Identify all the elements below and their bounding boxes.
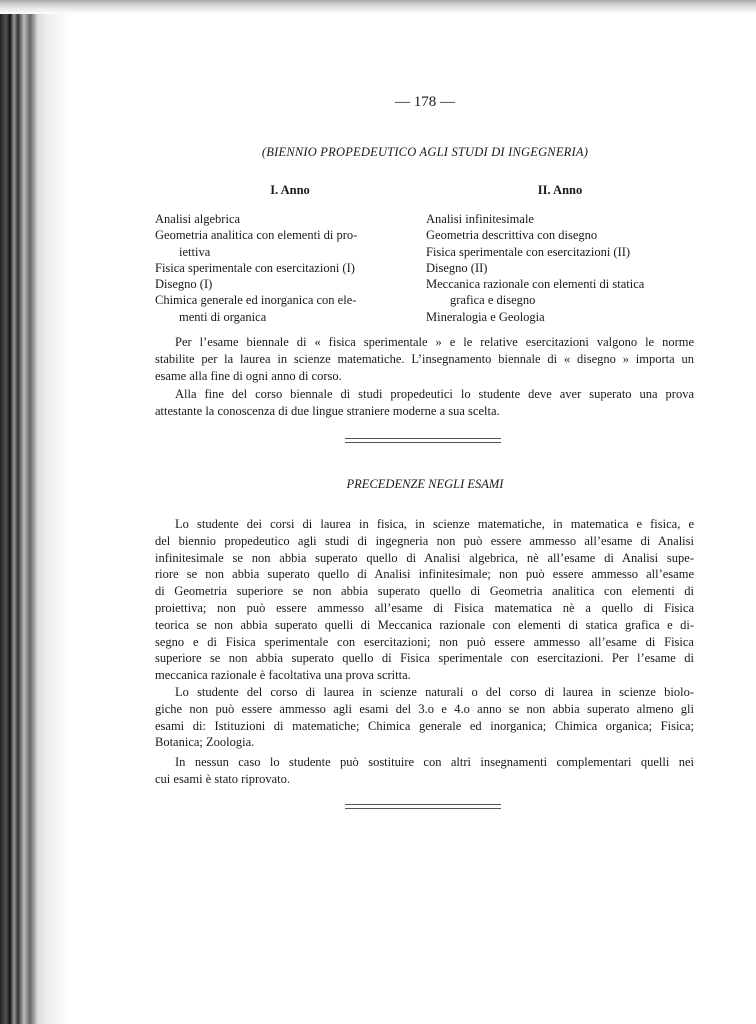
course-item: Disegno (II) (426, 260, 488, 275)
text-line: Lo studente del corso di laurea in scienze naturali o del corso di laurea in scienze biolo- (175, 685, 694, 699)
text-line: esame alla fine di ogni anno di corso. (155, 368, 342, 383)
section-divider (345, 438, 501, 443)
notes-paragraph-2 (155, 386, 694, 420)
scan-top-edge (0, 0, 756, 14)
text-line: infinitesimale se non abbia superato quello di Analisi algebrica, nè all’esame di Analisi supe- (155, 550, 694, 565)
text-line: Botanica; Zoologia. (155, 735, 255, 750)
precedenze-title: PRECEDENZE NEGLI ESAMI (346, 477, 504, 491)
precedenze-paragraph-2 (155, 684, 694, 751)
text-line: teorica se non abbia superato quelli di Meccanica razionale con elementi di statica grafica e di- (155, 617, 694, 632)
text-line: Lo studente dei corsi di laurea in fisica, in scienze matematiche, in matematica e fisica, e (175, 517, 694, 531)
course-item: Geometria descrittiva con disegno (426, 228, 598, 243)
year1-course-list (155, 211, 357, 325)
text-line: segno e di Fisica sperimentale con esercitazioni; non può essere ammesso all’esame di Fisica (155, 634, 694, 649)
text-line: Alla fine del corso biennale di studi propedeutici lo studente deve aver superato una prova (175, 387, 694, 401)
precedenze-paragraph-1 (155, 516, 694, 684)
precedenze-paragraph-3 (155, 754, 694, 788)
notes-paragraph-1 (155, 334, 694, 384)
course-item: Mineralogia e Geologia (426, 309, 545, 324)
course-item: Meccanica razionale con elementi di statica (426, 277, 645, 292)
course-item: menti di organica (179, 309, 267, 324)
year2-course-list (426, 211, 644, 325)
text-line: cui esami è stato riprovato. (155, 771, 291, 786)
course-item: iettiva (179, 244, 211, 259)
text-line: meccanica razionale è facoltativa una prova scritta. (155, 668, 411, 683)
course-item: Geometria analitica con elementi di pro- (155, 228, 358, 243)
year1-heading: I. Anno (270, 183, 310, 197)
course-item: grafica e disegno (450, 293, 536, 308)
end-divider (345, 804, 501, 809)
course-item: Chimica generale ed inorganica con ele- (155, 293, 357, 308)
text-line: proiettiva; non può essere ammesso all’esame di Fisica matematica nè a quello di Fisica (155, 600, 694, 615)
text-line: attestante la conoscenza di due lingue straniere moderne a sua scelta. (155, 403, 500, 418)
text-line: riore se non abbia superato quello di Analisi infinitesimale; non può essere ammesso all’esame (155, 567, 694, 582)
course-item: Fisica sperimentale con esercitazioni (I) (155, 260, 355, 275)
text-line: giche non può essere ammesso agli esami del 3.o e 4.o anno se non abbia superato almeno gli (155, 701, 694, 716)
text-line: del biennio propedeutico agli studi di ingegneria non può essere ammesso all’esame di Analisi (155, 533, 694, 548)
course-item: Analisi algebrica (155, 212, 241, 226)
year2-heading: II. Anno (537, 183, 583, 197)
course-item: Disegno (I) (155, 277, 213, 292)
section-title: (BIENNIO PROPEDEUTICO AGLI STUDI DI INGEGNERIA) (261, 145, 589, 159)
course-item: Fisica sperimentale con esercitazioni (II) (426, 244, 631, 259)
scan-binding-edge (0, 0, 70, 1024)
text-line: esami di: Istituzioni di matematiche; Chimica generale ed inorganica; Chimica organica; Fisica; (155, 718, 694, 733)
text-line: In nessun caso lo studente può sostituire con altri insegnamenti complementari quelli nei (175, 755, 694, 769)
text-line: superiore se non abbia superato quello di Fisica sperimentale con esercitazioni. Per l’esame di (155, 651, 694, 666)
text-line: Per l’esame biennale di « fisica sperimentale » e le relative esercitazioni valgono le norme (175, 335, 694, 349)
text-line: di Geometria superiore se non abbia superato quello di Geometria analitica con elementi di (155, 584, 694, 599)
text-line: stabilite per la laurea in scienze matematiche. L’insegnamento biennale di « disegno » importa un (155, 351, 694, 366)
course-item: Analisi infinitesimale (426, 212, 534, 226)
page-number: — 178 — (395, 94, 455, 110)
